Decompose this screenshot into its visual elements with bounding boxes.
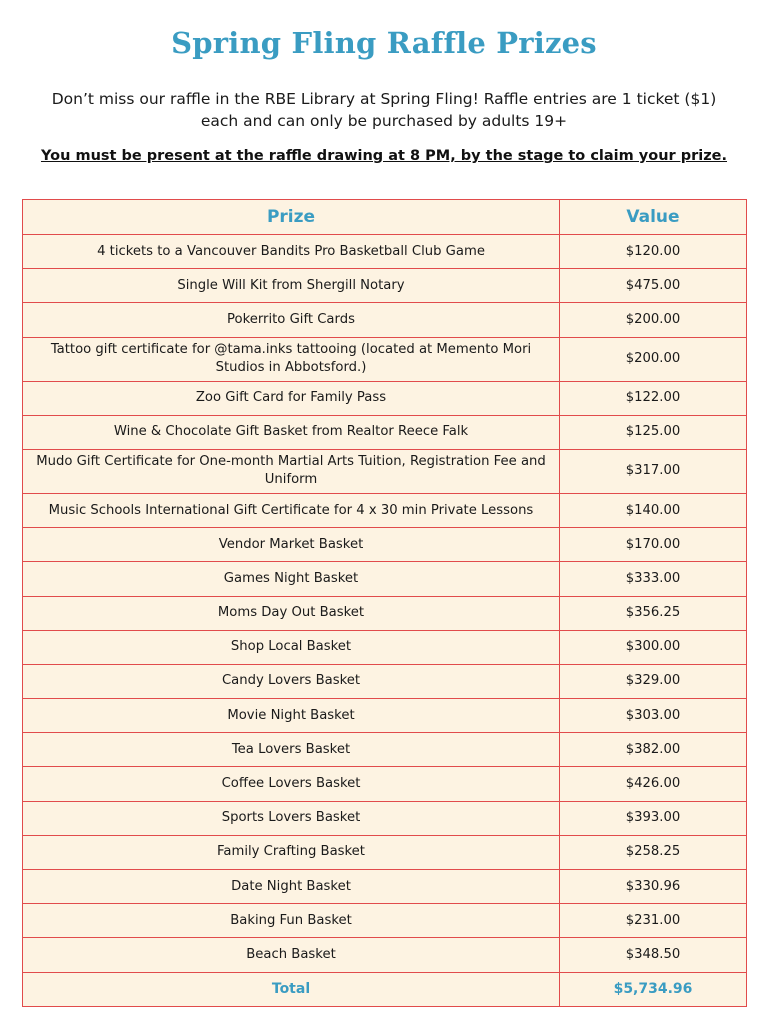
value-cell: $231.00: [560, 904, 747, 938]
value-cell: $426.00: [560, 767, 747, 801]
prize-cell: Tea Lovers Basket: [23, 733, 560, 767]
value-cell: $348.50: [560, 938, 747, 972]
table-row: [23, 664, 747, 698]
value-cell: $258.25: [560, 835, 747, 869]
claim-notice: You must be present at the raffle drawing at 8 PM, by the stage to claim your prize.: [40, 148, 728, 164]
table-row: [23, 835, 747, 869]
table-row: [23, 733, 747, 767]
table-row: [23, 493, 747, 527]
value-cell: $329.00: [560, 664, 747, 698]
value-cell: $382.00: [560, 733, 747, 767]
table-row: [23, 870, 747, 904]
value-cell: $303.00: [560, 699, 747, 733]
table-row: [23, 528, 747, 562]
table-row: [23, 904, 747, 938]
table-row: [23, 303, 747, 337]
value-cell: $170.00: [560, 528, 747, 562]
prize-cell: Games Night Basket: [23, 562, 560, 596]
value-cell: $317.00: [560, 449, 747, 493]
value-cell: $393.00: [560, 801, 747, 835]
prize-cell: Mudo Gift Certificate for One-month Martial Arts Tuition, Registration Fee and Uniform: [23, 449, 560, 493]
table-row: [23, 415, 747, 449]
table-row: [23, 801, 747, 835]
table-row: [23, 381, 747, 415]
page-title: Spring Fling Raffle Prizes: [171, 26, 597, 60]
table-row: [23, 562, 747, 596]
prize-cell: Shop Local Basket: [23, 630, 560, 664]
prize-cell: Music Schools International Gift Certificate for 4 x 30 min Private Lessons: [23, 493, 560, 527]
prize-column-header: Prize: [23, 200, 560, 235]
total-row: [23, 972, 747, 1006]
value-cell: $125.00: [560, 415, 747, 449]
value-cell: $200.00: [560, 303, 747, 337]
prize-cell: Coffee Lovers Basket: [23, 767, 560, 801]
prize-table: [22, 199, 747, 1007]
prize-cell: Beach Basket: [23, 938, 560, 972]
value-column-header: Value: [560, 200, 747, 235]
prize-cell: Baking Fun Basket: [23, 904, 560, 938]
value-cell: $333.00: [560, 562, 747, 596]
prize-cell: Pokerrito Gift Cards: [23, 303, 560, 337]
value-cell: $122.00: [560, 381, 747, 415]
total-label: Total: [23, 972, 560, 1006]
value-cell: $200.00: [560, 337, 747, 381]
prize-cell: Vendor Market Basket: [23, 528, 560, 562]
table-row: [23, 938, 747, 972]
table-row: [23, 269, 747, 303]
table-row: [23, 767, 747, 801]
value-cell: $140.00: [560, 493, 747, 527]
value-cell: $475.00: [560, 269, 747, 303]
prize-cell: Moms Day Out Basket: [23, 596, 560, 630]
prize-cell: Wine & Chocolate Gift Basket from Realtor Reece Falk: [23, 415, 560, 449]
table-row: [23, 630, 747, 664]
total-value: $5,734.96: [560, 972, 747, 1006]
table-row: [23, 596, 747, 630]
prize-cell: Sports Lovers Basket: [23, 801, 560, 835]
value-cell: $330.96: [560, 870, 747, 904]
table-header-row: [23, 200, 747, 235]
value-cell: $120.00: [560, 235, 747, 269]
prize-cell: Family Crafting Basket: [23, 835, 560, 869]
prize-cell: Date Night Basket: [23, 870, 560, 904]
intro-text: Don’t miss our raffle in the RBE Library at Spring Fling! Raffle entries are 1 ticket ($1) each and can only be purchased by adults 19+: [51, 90, 717, 130]
value-cell: $300.00: [560, 630, 747, 664]
table-row: [23, 699, 747, 733]
table-row: [23, 337, 747, 381]
prize-cell: Single Will Kit from Shergill Notary: [23, 269, 560, 303]
prize-cell: Candy Lovers Basket: [23, 664, 560, 698]
prize-cell: Zoo Gift Card for Family Pass: [23, 381, 560, 415]
value-cell: $356.25: [560, 596, 747, 630]
table-row: [23, 449, 747, 493]
prize-cell: 4 tickets to a Vancouver Bandits Pro Basketball Club Game: [23, 235, 560, 269]
prize-cell: Tattoo gift certificate for @tama.inks tattooing (located at Memento Mori Studios in Abbotsford.): [23, 337, 560, 381]
prize-cell: Movie Night Basket: [23, 699, 560, 733]
table-row: [23, 235, 747, 269]
